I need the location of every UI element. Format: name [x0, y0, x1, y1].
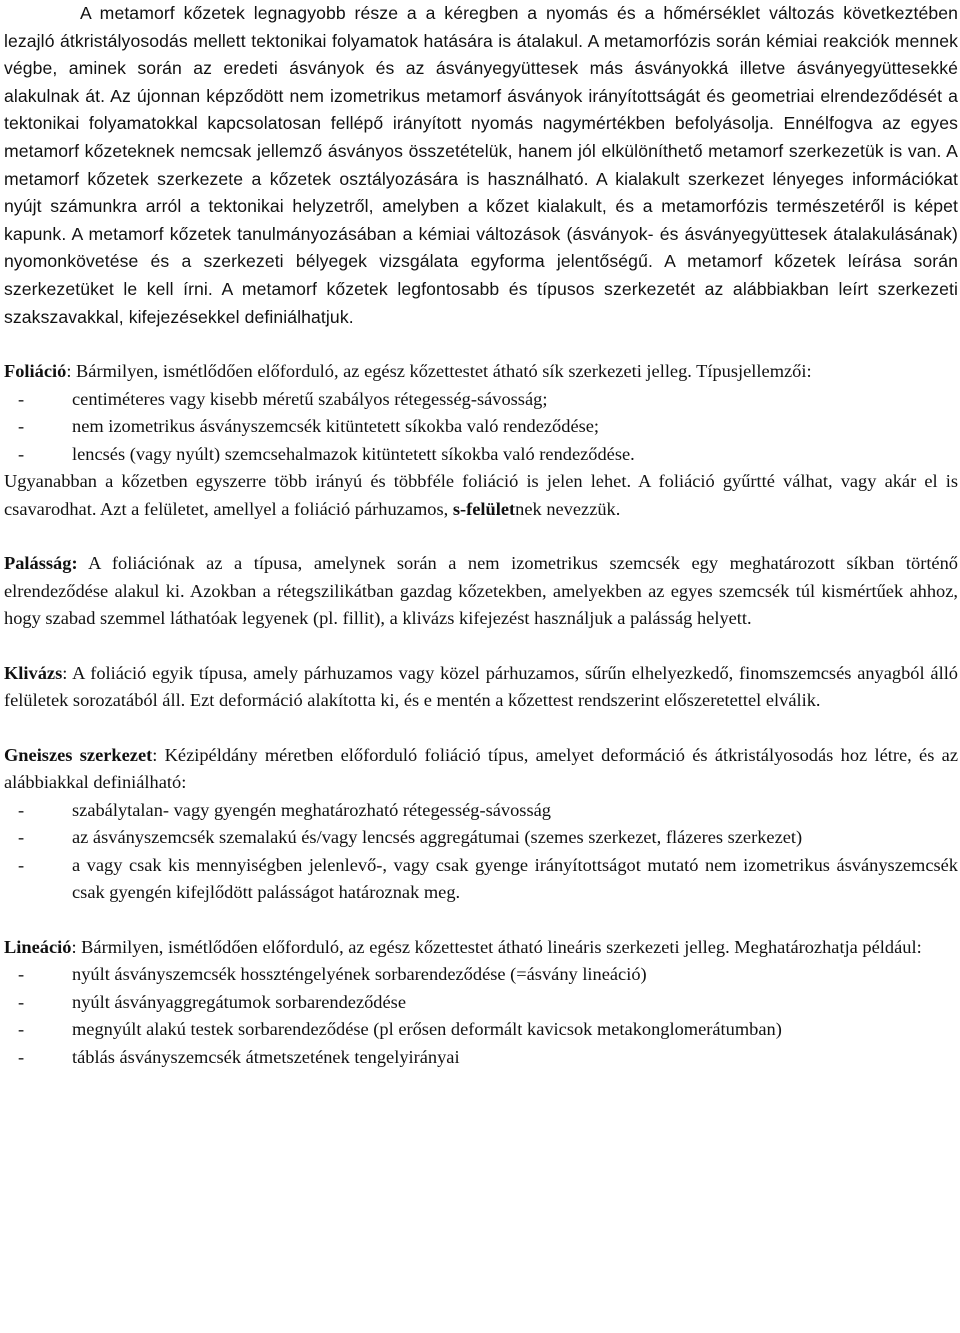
- spacer: [4, 331, 958, 358]
- s-felulet-term: s-felület: [452, 498, 516, 519]
- list-item: [4, 386, 958, 414]
- term-palassag: Palásság:: [4, 553, 78, 574]
- dash-marker: -: [18, 1019, 25, 1040]
- list-item: [4, 1016, 958, 1044]
- spacer: [4, 715, 958, 742]
- list-item: [4, 961, 958, 989]
- list-item-text: táblás ásványszemcsék átmetszetének tengelyirányai: [72, 1046, 460, 1067]
- list-item: [4, 824, 958, 852]
- definition-klivazs: : A foliáció egyik típusa, amely párhuzamos vagy közel párhuzamos, sűrűn elhelyezkedő, finomszemcsés anyagból álló felületek sorozatából áll. Ezt deformáció alakította ki, és e mentén a kőzettest rendszerint előszeretettel elválik.: [4, 662, 958, 711]
- term-foliacio: Foliáció: [4, 361, 67, 382]
- dash-marker: -: [18, 964, 25, 985]
- gneisz-bullet-list: [4, 797, 958, 907]
- definition-gneisz: : Kézipéldány méretben előforduló foliáció típus, amelyet deformáció és átkristályosodás hoz létre, és az alábbiakkal definiálható:: [4, 744, 958, 793]
- list-item: [4, 1044, 958, 1072]
- section-klivazs: [4, 660, 958, 715]
- list-item: [4, 797, 958, 825]
- section-lineacio: [4, 934, 958, 1072]
- term-klivazs: Klivázs: [4, 662, 63, 683]
- list-item-text: centiméteres vagy kisebb méretű szabályos rétegesség-sávosság;: [72, 388, 548, 409]
- definition-lineacio: : Bármilyen, ismétlődően előforduló, az egész kőzettestet átható lineáris szerkezeti jelleg. Meghatározhatja például:: [71, 936, 922, 957]
- list-item: [4, 852, 958, 907]
- foliacio-after-text: Ugyanabban a kőzetben egyszerre több irányú és többféle foliáció is jelen lehet. A foliáció gyűrtté válhat, vagy akár el is csavarodhat. Azt a felületet, amellyel a foliáció párhuzamos,: [4, 471, 958, 519]
- list-item-text: nyúlt ásványaggregátumok sorbarendeződése: [72, 991, 406, 1012]
- spacer: [4, 633, 958, 660]
- list-item-text: a vagy csak kis mennyiségben jelenlevő-, vagy csak gyenge irányítottságot mutató nem izometrikus ásványszemcsék csak gyengén kifejlődött palásságot határoznak meg.: [72, 854, 958, 903]
- dash-marker: -: [18, 443, 25, 464]
- spacer: [4, 907, 958, 934]
- dash-marker: -: [18, 827, 25, 848]
- lineacio-bullet-list: [4, 961, 958, 1071]
- dash-marker: -: [18, 416, 25, 437]
- list-item: [4, 413, 958, 441]
- dash-marker: -: [18, 991, 25, 1012]
- intro-paragraph: A metamorf kőzetek legnagyobb része a a kéregben a nyomás és a hőmérséklet változás következtében lezajló átkristályosodás mellett tektonikai folyamatok hatására is átalakul. A metamorfózis során kémiai reakciók mennek végbe, aminek során az eredeti ásványok és az ásványegyüttesek más ásványokká illetve ásványegyüttesekké alakulnak át. Az újonnan képződött nem izometrikus metamorf ásványok irányítottságát és geometriai elrendeződését a tektonikai folyamatokkal kapcsolatosan fellépő irányított nyomás nagymértékben befolyásolja. Ennélfogva az egyes metamorf kőzeteknek nemcsak jellemző ásványos összetételük, hanem jól elkülöníthető metamorf szerkezetük is van. A metamorf kőzetek szerkezete a kőzetek osztályozására is használható. A kialakult szerkezet lényeges információkat nyújt számunkra arról a tektonikai helyzetről, amelyben a kőzet kialakult, és a metamorfózis természetéről is képet kapunk. A metamorf kőzetek tanulmányozásában a kémiai változások (ásványok- és ásványegyüttesek átalakulásának) nyomonkövetése és a szerkezeti bélyegek vizsgálata egyforma jelentőségű. A metamorf kőzetek leírása során szerkezetüket le kell írni. A metamorf kőzetek legfontosabb és típusos szerkezetét az alábbiakban leírt szerkezeti szakszavakkal, kifejezésekkel definiálhatjuk.: [4, 3, 958, 327]
- list-item-text: megnyúlt alakú testek sorbarendeződése (pl erősen deformált kavicsok metakonglomerátumban): [72, 1019, 782, 1040]
- list-item-text: lencsés (vagy nyúlt) szemcsehalmazok kitüntetett síkokba való rendeződése.: [72, 443, 635, 464]
- term-gneisz: Gneiszes szerkezet: [4, 744, 153, 765]
- list-item-text: az ásványszemcsék szemalakú és/vagy lencsés aggregátumai (szemes szerkezet, flázeres szerkezet): [72, 827, 803, 848]
- dash-marker: -: [18, 1046, 25, 1067]
- list-item-text: nyúlt ásványszemcsék hosszténgelyének sorbarendeződése (=ásvány lineáció): [72, 964, 647, 985]
- dash-marker: -: [18, 854, 25, 875]
- dash-marker: -: [18, 799, 25, 820]
- section-gneisz: [4, 742, 958, 907]
- list-item-text: szabálytalan- vagy gyengén meghatározható rétegesség-sávosság: [72, 799, 551, 820]
- foliacio-bullet-list: [4, 386, 958, 469]
- list-item: [4, 441, 958, 469]
- list-item-text: nem izometrikus ásványszemcsék kitüntetett síkokba való rendeződése;: [72, 416, 600, 437]
- dash-marker: -: [18, 388, 25, 409]
- definition-palassag: A foliációnak az a típusa, amelynek során a nem izometrikus szemcsék egy meghatározott síkban történő elrendeződése alakul ki. Azokban a rétegszilikátban gazdag kőzetekben, amelyekben az egyes szemcsék túl kismértűek ahhoz, hogy szabad szemmel láthatóak legyenek (pl. fillit), a klivázs kifejezést használjuk a palásság helyett.: [4, 553, 958, 629]
- foliacio-after-end: nek nevezzük.: [515, 498, 621, 519]
- term-lineacio: Lineáció: [4, 936, 72, 957]
- list-item: [4, 989, 958, 1017]
- definition-foliacio: : Bármilyen, ismétlődően előforduló, az egész kőzettestet átható sík szerkezeti jelleg. Típusjellemzői:: [66, 361, 812, 382]
- section-palassag: [4, 550, 958, 633]
- section-foliacio: [4, 358, 958, 523]
- spacer: [4, 523, 958, 550]
